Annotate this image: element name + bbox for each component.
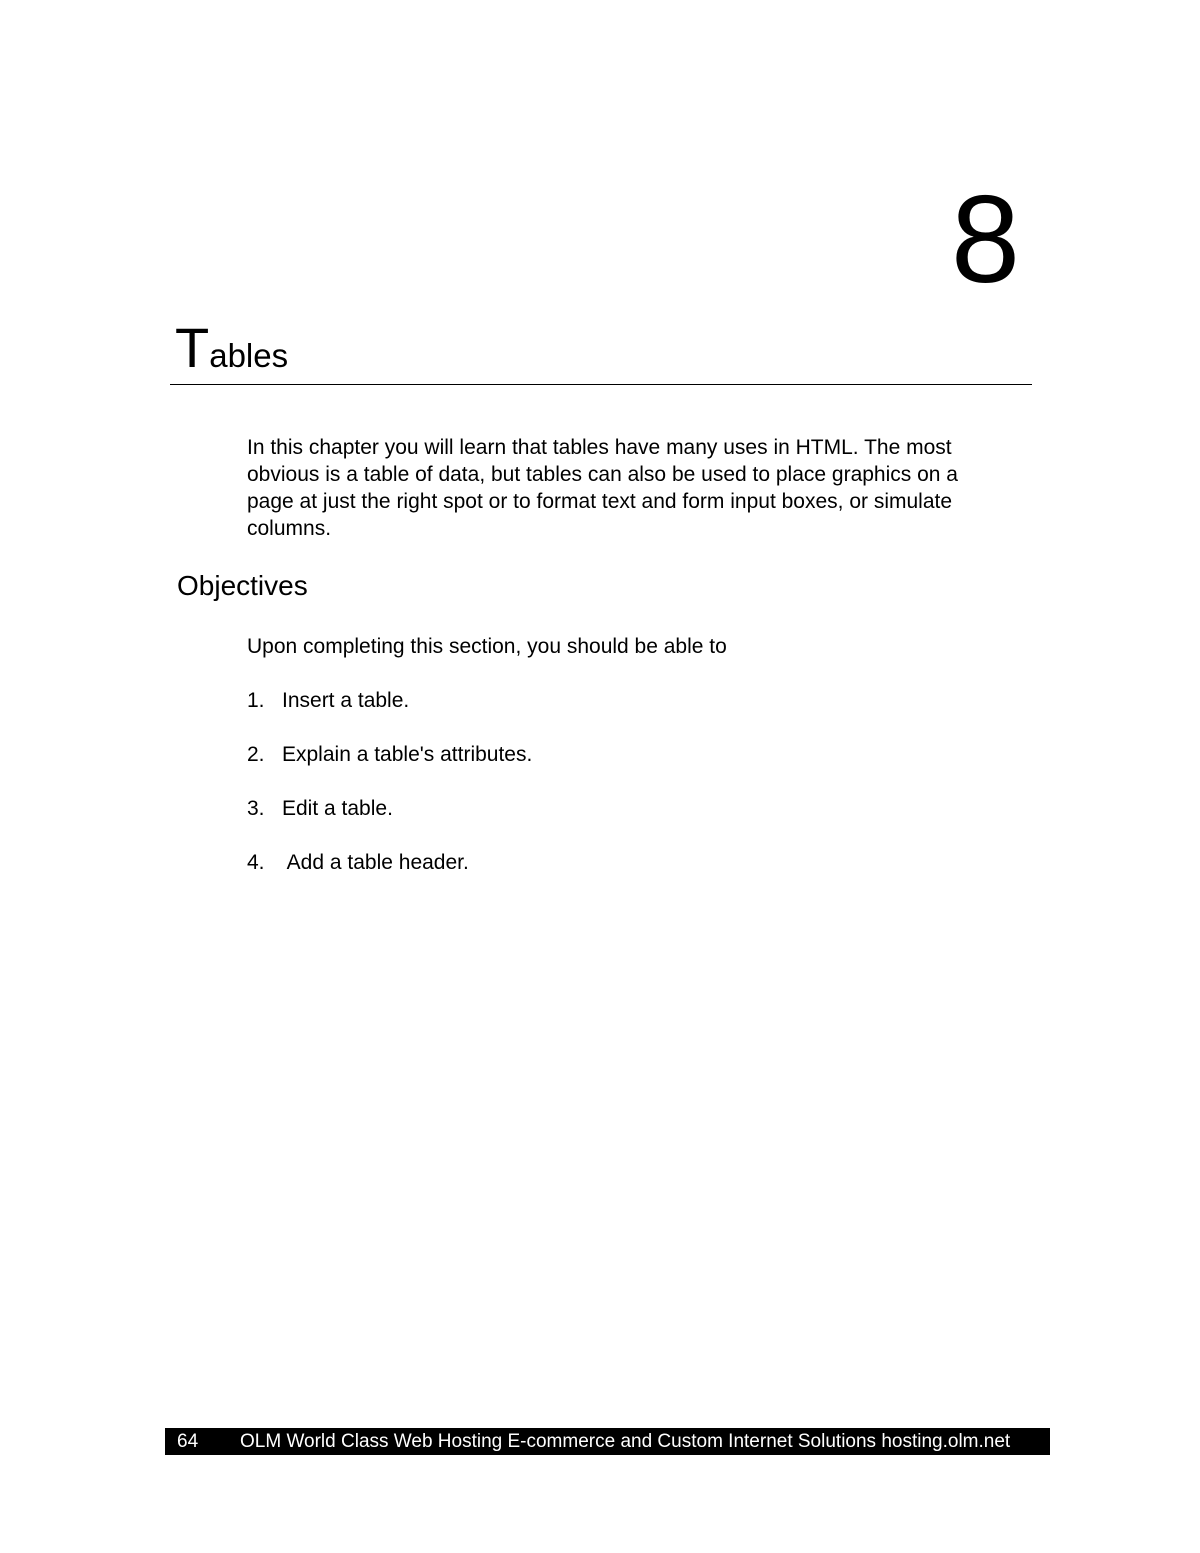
objectives-list bbox=[247, 687, 532, 903]
objective-number: 1. bbox=[247, 689, 265, 712]
chapter-intro-paragraph: In this chapter you will learn that tables have many uses in HTML. The most obvious is a table of data, but tables can also be used to place graphics on a page at just the right spot or to format text and form input boxes, or simulate columns. bbox=[247, 436, 958, 540]
objective-text: Explain a table's attributes. bbox=[282, 743, 533, 766]
page-footer bbox=[165, 1428, 1050, 1455]
objective-number: 4. bbox=[247, 851, 265, 874]
footer-text: OLM World Class Web Hosting E-commerce and Custom Internet Solutions hosting.olm.net bbox=[240, 1431, 1011, 1452]
objective-number: 3. bbox=[247, 797, 265, 820]
objectives-intro: Upon completing this section, you should be able to bbox=[247, 635, 727, 658]
chapter-title-initial: T bbox=[175, 316, 210, 379]
chapter-title bbox=[175, 316, 289, 384]
chapter-number: 8 bbox=[951, 171, 1020, 309]
objectives-heading: Objectives bbox=[177, 570, 308, 601]
objective-item bbox=[247, 795, 532, 849]
objective-text: Edit a table. bbox=[282, 797, 393, 820]
title-divider bbox=[170, 384, 1032, 385]
chapter-title-rest: ables bbox=[209, 337, 289, 374]
objective-item bbox=[247, 741, 532, 795]
objective-item bbox=[247, 849, 532, 903]
objective-item bbox=[247, 687, 532, 741]
objective-text: Insert a table. bbox=[282, 689, 410, 712]
objective-text: Add a table header. bbox=[282, 851, 469, 874]
objective-number: 2. bbox=[247, 743, 265, 766]
page-number: 64 bbox=[177, 1431, 199, 1452]
